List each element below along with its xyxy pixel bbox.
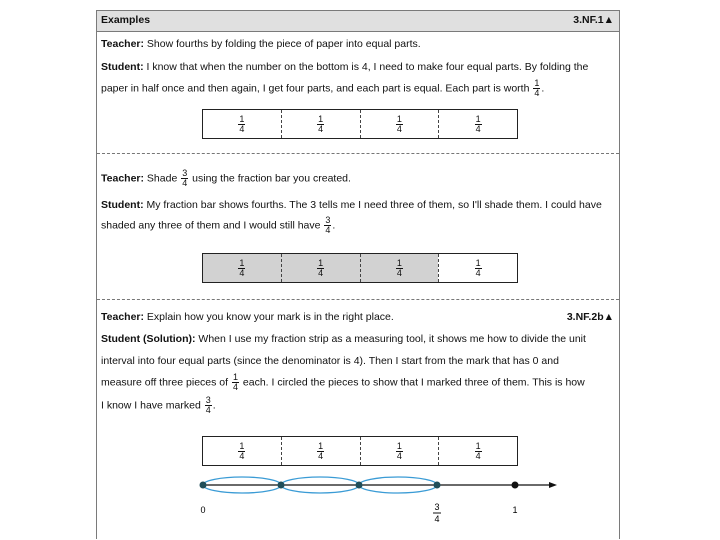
- fraction: $\frac{3}{4}$: [205, 395, 211, 415]
- student-text: I know I have marked: [101, 399, 201, 412]
- number-line-label-one: 1: [512, 505, 518, 515]
- number-line-mark-numerator: 3: [434, 502, 440, 512]
- number-line-point: [434, 482, 441, 489]
- bar-cell-shaded: $\frac{1}{4}$: [281, 254, 360, 282]
- teacher-text: Shade: [146, 172, 178, 185]
- student-text: I know that when the number on the bottom is 4, I need to make four equal parts. By folding the: [146, 61, 589, 73]
- bar-cell-shaded: $\frac{1}{4}$: [360, 254, 439, 282]
- bar-cell: $\frac{1}{4}$: [281, 437, 360, 465]
- period: .: [332, 219, 336, 232]
- number-line-label-zero: 0: [200, 505, 206, 515]
- student-text: My fraction bar shows fourths. The 3 tells me I need three of them, so I'll shade them. I could have: [146, 199, 602, 211]
- bar-cell: $\frac{1}{4}$: [438, 110, 517, 138]
- student-text: each. I circled the pieces to show that I marked three of them. This is how: [242, 376, 585, 389]
- bar-cell: $\frac{1}{4}$: [239, 440, 245, 461]
- number-line-point: [512, 482, 519, 489]
- header-title: Examples: [101, 14, 151, 26]
- teacher-text: Show fourths by folding the piece of paper into equal parts.: [146, 38, 421, 50]
- fraction: $\frac{3}{4}$: [325, 215, 331, 235]
- number-line-point: [200, 482, 207, 489]
- period: .: [212, 399, 216, 412]
- examples-box: [96, 10, 620, 539]
- bar-cell-shaded: $\frac{1}{4}$: [203, 254, 281, 282]
- student-label: Student (Solution):: [101, 333, 196, 345]
- standard-code: 3.NF.1▲: [573, 14, 614, 26]
- standard-code: 3.NF.2b▲: [566, 311, 614, 323]
- teacher-text: using the fraction bar you created.: [192, 172, 351, 185]
- student-text: When I use my fraction strip as a measuring tool, it shows me how to divide the unit: [198, 333, 586, 345]
- student-text: interval into four equal parts (since the denominator is 4). Then I start from the mark that has 0 and: [101, 355, 559, 367]
- student-label: Student:: [101, 61, 144, 73]
- arrow-icon: [549, 482, 557, 488]
- teacher-label: Teacher:: [101, 311, 144, 323]
- period: .: [541, 82, 545, 95]
- teacher-label: Teacher:: [101, 172, 144, 185]
- number-line-mark-denominator: 4: [434, 514, 440, 524]
- bar-cell: $\frac{1}{4}$: [360, 437, 439, 465]
- bar-cell: $\frac{1}{4}$: [281, 110, 360, 138]
- student-text: measure off three pieces of: [101, 376, 229, 389]
- number-line-point: [356, 482, 363, 489]
- number-line-point: [278, 482, 285, 489]
- bar-cell: $\frac{1}{4}$: [438, 437, 517, 465]
- fraction: $\frac{3}{4}$: [182, 168, 188, 188]
- student-label: Student:: [101, 199, 144, 211]
- fraction-denominator: 4: [534, 88, 540, 98]
- student-text: paper in half once and then again, I get four parts, and each part is equal. Each part is worth: [101, 82, 530, 95]
- student-text: shaded any three of them and I would still have: [101, 219, 321, 232]
- bar-cell: $\frac{1}{4}$: [239, 113, 245, 134]
- bar-cell: $\frac{1}{4}$: [438, 254, 517, 282]
- bar-cell: $\frac{1}{4}$: [360, 110, 439, 138]
- teacher-text: Explain how you know your mark is in the right place.: [146, 311, 394, 323]
- fraction: $\frac{1}{4}$: [232, 372, 238, 392]
- teacher-label: Teacher:: [101, 38, 144, 50]
- fraction-numerator: 1: [534, 78, 540, 88]
- number-line: [97, 11, 619, 539]
